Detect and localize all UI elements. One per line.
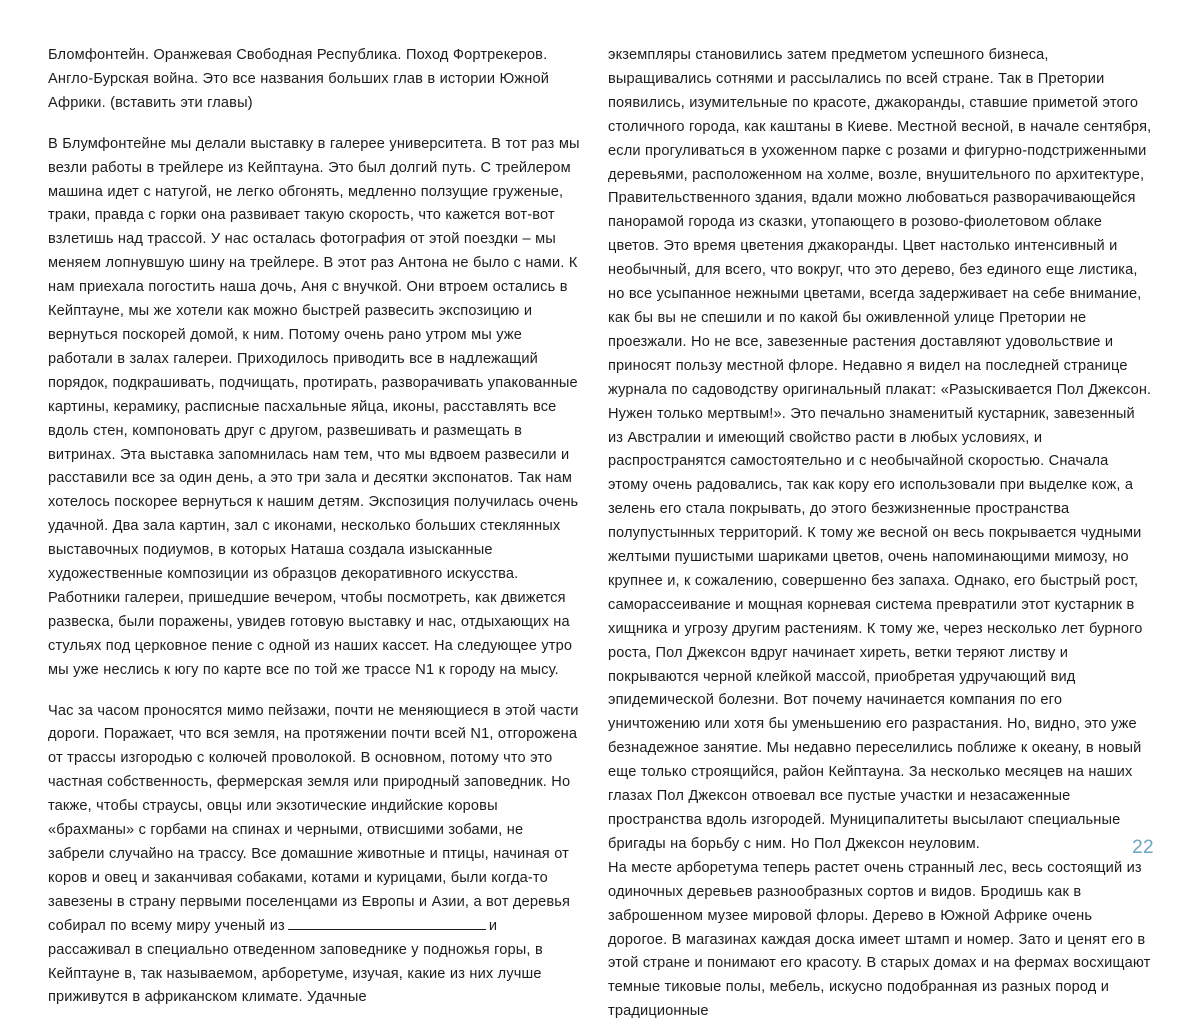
left-column	[48, 44, 584, 1024]
page-number: 22	[1132, 837, 1154, 858]
blank-fill-in-field[interactable]	[288, 917, 486, 930]
paragraph: экземпляры становились затем предметом успешного бизнеса, выращивались сотнями и рассылались по всей стране. Так в Претории появились, изумительные по красоте, джакоранды, ставшие приметой этого столичного города, как каштаны в Киеве. Местной весной, в начале сентября, если прогуливаться в ухоженном парке с розами и фигурно-подстриженными деревьями, расположенном на холме, возле, внушительного по архитектуре, Правительственного здания, вдали можно любоваться разворачивающейся панорамой города из сказки, утопающего в розово-фиолетовом облаке цветов. Это время цветения джакоранды. Цвет настолько интенсивный и необычный, для всего, что вокруг, что это дерево, без единого еще листика, но все усыпанное нежными цветами, всегда задерживает на себе внимание, как бы вы не спешили и по какой бы оживленной улице Претории не проезжали. Но не все, завезенные растения доставляют удовольствие и приносят пользу местной флоре. Недавно я видел на последней странице журнала по садоводству оригинальный плакат: «Разыскивается Пол Джексон. Нужен только мертвым!». Это печально знаменитый кустарник, завезенный из Австралии и имеющий свойство расти в любых условиях, и распространятся самостоятельно и с необычайной скоростью. Сначала этому очень радовались, так как кору его использовали при выделке кож, а зелень его стала покрывать, до этого безжизненные пространства полупустынных территорий. К тому же весной он весь покрывается чудными желтыми пушистыми шариками цветов, очень напоминающими мимозу, но крупнее и, к сожалению, совершенно без запаха. Однако, его быстрый рост, саморассеивание и мощная корневая система превратили этот кустарник в хищника и угрозу другим растениям. К тому же, через несколько лет бурного роста, Пол Джексон вдруг начинает хиреть, ветки теряют листву и покрываются черной клейкой массой, приобретая удручающий вид эпидемической болезни. Вот почему начинается компания по его уничтожению или хотя бы уменьшению его разрастания. Но, видно, это уже безнадежное занятие. Мы недавно переселились поближе к океану, в новый еще только строящийся, район Кейптауна. За несколько месяцев на наших глазах Пол Джексон отвоевал все пустые участки и незасаженные пространства вдоль изгородей. Муниципалитеты высылают специальные бригады на борьбу с ним. Но Пол Джексон неуловим.	[608, 47, 1152, 852]
text-columns	[48, 44, 1152, 1024]
right-column	[608, 44, 1152, 1024]
paragraph: На месте арборетума теперь растет очень странный лес, весь состоящий из одиночных деревьев разнообразных сортов и видов. Бродишь как в заброшенном музее мировой флоры. Дерево в Южной Африке очень дорогое. В магазинах каждая доска имеет штамп и номер. Зато и ценят его в этой стране и понимают его красоту. В старых домах и на фермах восхищают темные тиковые полы, мебель, искусно подобранная из разных пород и традиционные	[608, 859, 1151, 1020]
paragraph: Бломфонтейн. Оранжевая Свободная Республика. Поход Фортрекеров. Англо-Бурская война. Это все названия больших глав в истории Южной Африки. (вставить эти главы)	[48, 47, 550, 111]
paragraph-text-before-blank: Час за часом проносятся мимо пейзажи, почти не меняющиеся в этой части дороги. Поражает, что вся земля, на протяжении почти всей N1, отгорожена от трассы изгородью с колючей проволокой. В основном, потому что это частная собственность, фермерская земля или природный заповедник. Но также, чтобы страусы, овцы или экзотические индийские коровы «брахманы» с горбами на спинах и черными, отвисшими зобами, не забрели случайно на трассу. Все домашние животные и птицы, начиная от коров и овец и заканчивая собаками, котами и курицами, были когда-то завезены в страну первыми поселенцами из Европы и Азии, а вот деревья собирал по всему миру ученый из	[48, 702, 579, 934]
paragraph: В Блумфонтейне мы делали выставку в галерее университета. В тот раз мы везли работы в трейлере из Кейптауна. Это был долгий путь. С трейлером машина идет с натугой, не легко обгонять, медленно ползущие груженые, траки, правда с горки она развивает такую скорость, что кажется вот-вот взлетишь над трассой. У нас осталась фотография от этой поездки – мы меняем лопнувшую шину на трейлере. В этот раз Антона не было с нами. К нам приехала погостить наша дочь, Аня с внучкой. Они втроем остались в Кейптауне, мы же хотели как можно быстрей развесить экспозицию и вернуться поскорей домой, к ним. Потому очень рано утром мы уже работали в залах галереи. Приходилось приводить все в надлежащий порядок, подкрашивать, подчищать, протирать, разворачивать упакованные картины, керамику, расписные пасхальные яйца, иконы, расставлять все вдоль стен, компоновать друг с другом, развешивать и размещать в витринах. Эта выставка запомнилась нам тем, что мы вдвоем развесили и расставили все за один день, а это три зала и десятки экспонатов. Так нам хотелось поскорее вернуться к нашим детям. Экспозиция получилась очень удачной. Два зала картин, зал с иконами, несколько больших стеклянных выставочных подиумов, в которых Наташа создала изысканные художественные композиции из образцов декоративного искусства. Работники галереи, пришедшие вечером, чтобы посмотреть, как движется развеска, были поражены, увидев готовую выставку и нас, отдыхающих на стульях под церковное пение с одной из наших кассет. На следующее утро мы уже неслись к югу по карте все по той же трассе N1 к городу на мысу.	[48, 135, 580, 678]
paragraph-with-blank-field	[48, 700, 584, 1011]
paragraph-text-after-blank: и рассаживал в специально отведенном заповеднике у подножья горы, в Кейптауне в, так называемом, арборетуме, изучая, какие из них лучше приживутся в африканском климате. Удачные	[48, 917, 543, 1006]
